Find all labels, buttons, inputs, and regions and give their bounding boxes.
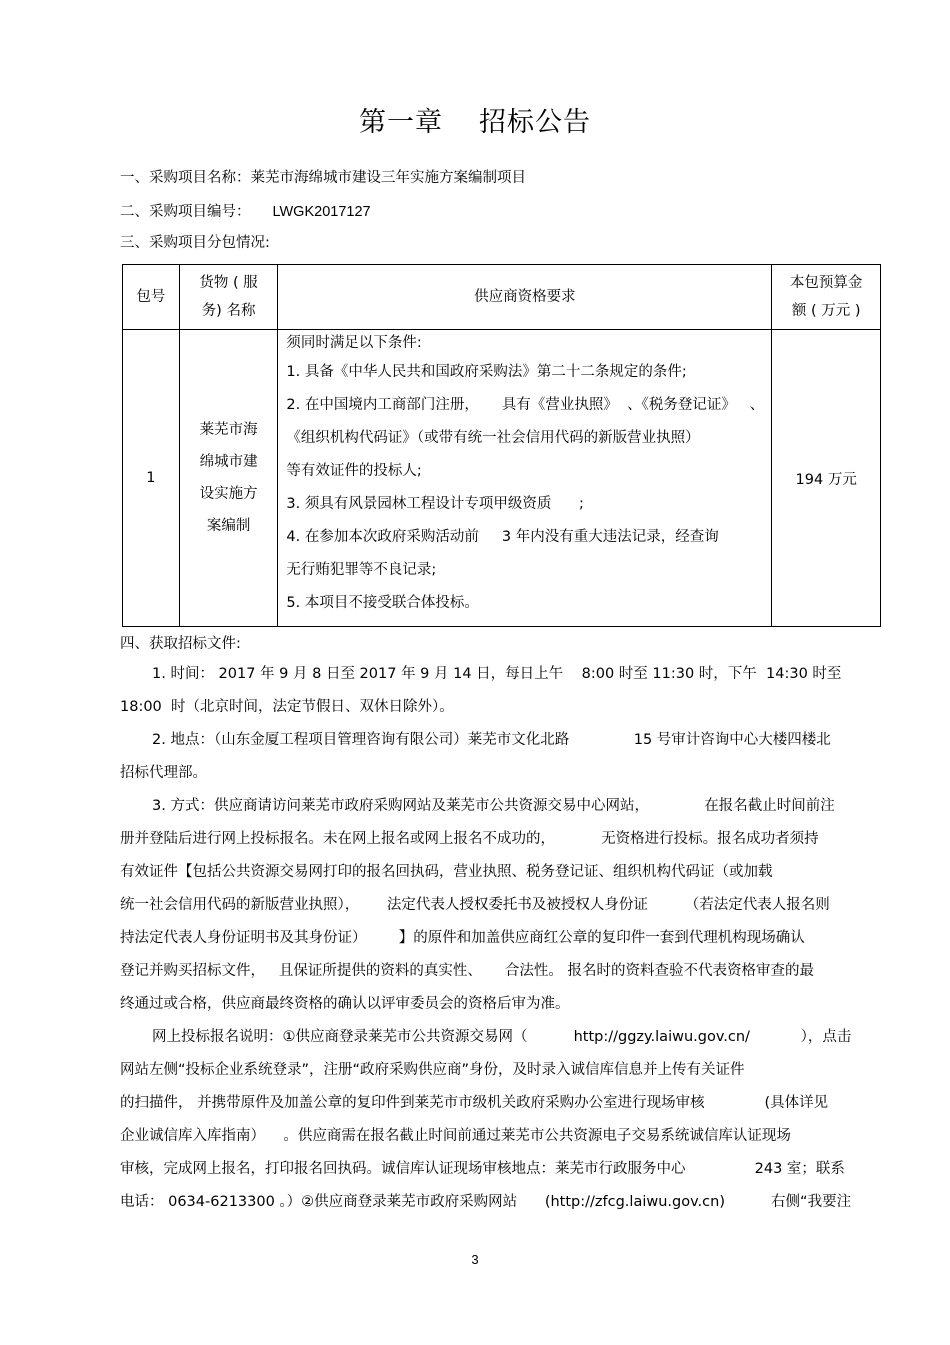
header-budget bbox=[772, 265, 881, 330]
requirement-line: 须同时满足以下条件: bbox=[286, 335, 422, 351]
requirement-line: 1. 具备《中华人民共和国政府采购法》第二十二条规定的条件; bbox=[286, 364, 687, 380]
section-project-number bbox=[120, 200, 371, 221]
body-line: 登记并购买招标文件， 且保证所提供的资料的真实性、 合法性。 报名时的资料查验不代表资格审查的最 bbox=[120, 963, 814, 979]
header-budget-line1: 本包预算金 bbox=[789, 275, 863, 291]
body-line: 册并登陆后进行网上投标报名。未在网上报名或网上报名不成功的， 无资格进行投标。报名成功者须持 bbox=[120, 831, 819, 847]
requirement-line: 等有效证件的投标人; bbox=[286, 463, 422, 479]
body-line: 招标代理部。 bbox=[120, 765, 207, 781]
requirement-line: 2. 在中国境内工商部门注册， 具有《营业执照》 、《税务登记证》 、 bbox=[286, 397, 765, 413]
project-number-label: 二、采购项目编号： bbox=[120, 204, 251, 220]
package-table bbox=[122, 264, 881, 627]
requirement-line: 3. 须具有风景园林工程设计专项甲级资质 ; bbox=[286, 496, 584, 512]
goods-name-line: 绵城市建 bbox=[199, 454, 258, 470]
goods-name-cell bbox=[179, 330, 278, 627]
goods-name-line: 设实施方 bbox=[199, 486, 258, 502]
header-goods-name bbox=[179, 265, 278, 330]
body-line: 企业诚信库入库指南） 。供应商需在报名截止时间前通过莱芜市公共资源电子交易系统诚信库认证现场 bbox=[120, 1128, 791, 1144]
project-number-value: LWGK2017127 bbox=[272, 204, 371, 220]
budget-cell: 194 万元 bbox=[772, 330, 881, 627]
requirement-line: 《组织机构代码证》（或带有统一社会信用代码的新版营业执照） bbox=[286, 430, 700, 446]
page-number: 3 bbox=[471, 1252, 479, 1267]
header-package-no: 包号 bbox=[123, 265, 180, 330]
goods-name-line: 莱芜市海 bbox=[199, 422, 258, 438]
requirement-line: 4. 在参加本次政府采购活动前 3 年内没有重大违法记录，经查询 bbox=[286, 529, 719, 545]
table-row bbox=[123, 330, 881, 627]
body-line: 1. 时间： 2017 年 9 月 8 日至 2017 年 9 月 14 日，每日上午 8:00 时至 11:30 时，下午 14:30 时至 bbox=[152, 666, 842, 682]
requirements-cell bbox=[278, 330, 772, 627]
body-line: 18:00 时（北京时间，法定节假日、双休日除外）。 bbox=[120, 699, 454, 715]
package-no-cell: 1 bbox=[123, 330, 180, 627]
requirement-line: 5. 本项目不接受联合体投标。 bbox=[286, 595, 479, 611]
header-goods-name-line2: 务) 名称 bbox=[201, 303, 256, 319]
table-header-row bbox=[123, 265, 881, 330]
chapter-label: 第一章 bbox=[359, 107, 443, 138]
section-obtain-documents: 四、获取招标文件: bbox=[120, 636, 241, 652]
body-line: 审核，完成网上报名，打印报名回执码。诚信库认证现场审核地点：莱芜市行政服务中心 243 室；联系 bbox=[120, 1161, 845, 1177]
body-line: 的扫描件， 并携带原件及加盖公章的复印件到莱芜市市级机关政府采购办公室进行现场审核 (具体详见 bbox=[120, 1095, 829, 1111]
body-text bbox=[120, 658, 862, 1219]
section-package-info: 三、采购项目分包情况: bbox=[120, 235, 270, 251]
body-line: 电话： 0634-6213300 。）②供应商登录莱芜市政府采购网站 (http://zfcg.laiwu.gov.cn) 右侧“我要注 bbox=[120, 1194, 852, 1210]
body-line: 2. 地点：（山东金厦工程项目管理咨询有限公司）莱芜市文化北路 15 号审计咨询中心大楼四楼北 bbox=[152, 732, 831, 748]
body-line: 有效证件【包括公共资源交易网打印的报名回执码，营业执照、税务登记证、组织机构代码证（或加载 bbox=[120, 864, 773, 880]
chapter-title: 招标公告 bbox=[479, 107, 591, 138]
header-goods-name-line1: 货物 ( 服 bbox=[199, 275, 258, 291]
body-line: 网站左侧“投标企业系统登录”，注册“政府采购供应商”身份，及时录入诚信库信息并上传有关证件 bbox=[120, 1062, 745, 1078]
body-line: 统一社会信用代码的新版营业执照）， 法定代表人授权委托书及被授权人身份证 （若法定代表人报名则 bbox=[120, 897, 830, 913]
body-line: 持法定代表人身份证明书及其身份证） 】的原件和加盖供应商红公章的复印件一套到代理机构现场确认 bbox=[120, 930, 805, 946]
body-line: 终通过或合格，供应商最终资格的确认以评审委员会的资格后审为准。 bbox=[120, 996, 570, 1012]
goods-name-line: 案编制 bbox=[206, 518, 251, 534]
body-line: 3. 方式：供应商请访问莱芜市政府采购网站及莱芜市公共资源交易中心网站， 在报名截止时间前注 bbox=[152, 798, 835, 814]
header-budget-line2: 额 ( 万元 ) bbox=[791, 303, 861, 319]
requirement-line: 无行贿犯罪等不良记录; bbox=[286, 562, 437, 578]
page-title bbox=[0, 100, 950, 139]
body-line: 网上投标报名说明：①供应商登录莱芜市公共资源交易网（ http://ggzy.laiwu.gov.cn/ ），点击 bbox=[152, 1029, 852, 1045]
header-supplier-requirements: 供应商资格要求 bbox=[278, 265, 772, 330]
section-project-name: 一、采购项目名称：莱芜市海绵城市建设三年实施方案编制项目 bbox=[120, 170, 526, 186]
